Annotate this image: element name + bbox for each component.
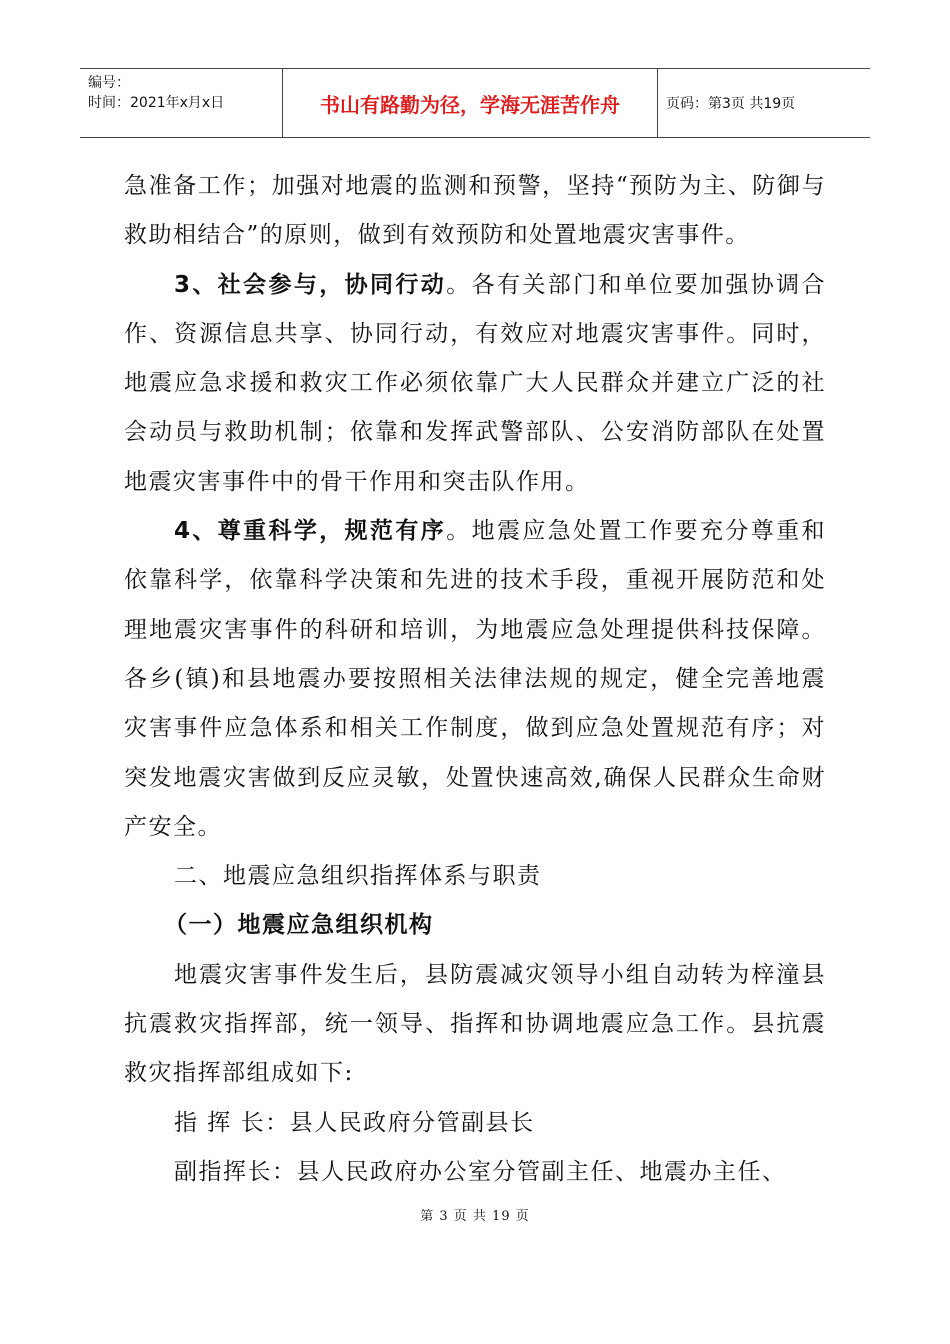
paragraph-lead: 4、尊重科学，规范有序 (174, 518, 447, 545)
number-label: 编号： (88, 75, 130, 91)
commander-line: 指 挥 长：县人民政府分管副县长 (174, 1109, 535, 1136)
vice-commander-line: 副指挥长：县人民政府办公室分管副主任、地震办主任、 (174, 1158, 787, 1185)
paragraph-organization: 地震灾害事件发生后，县防震减灾领导小组自动转为梓潼县抗震救灾指挥部，统一领导、指挥和协调地震应急工作。县抗震救灾指挥部组成如下: (124, 961, 826, 1087)
subsection-heading: （一）地震应急组织机构 (164, 912, 434, 939)
document-body (124, 162, 826, 1197)
section-heading: 二、地震应急组织指挥体系与职责 (174, 863, 542, 890)
paragraph-respect-science (124, 507, 826, 852)
paragraph-social-participation (124, 261, 826, 507)
document-header (80, 68, 870, 138)
paragraph-text: 。各有关部门和单位要加强协调合作、资源信息共享、协同行动，有效应对地震灾害事件。同时，地震应急求援和救灾工作必须依靠广大人民群众并建立广泛的社会动员与救助机制；依靠和发挥武警部队、公安消防部队在处置地震灾害事件中的骨干作用和突击队作用。 (124, 271, 826, 495)
header-meta (80, 69, 282, 137)
paragraph-continued: 急准备工作；加强对地震的监测和预警，坚持“预防为主、防御与救助相结合”的原则，做到有效预防和处置地震灾害事件。 (124, 173, 826, 249)
time-label: 时间：2021年x月x日 (88, 95, 225, 111)
paragraph-text: 。地震应急处置工作要充分尊重和依靠科学，依靠科学决策和先进的技术手段，重视开展防范和处理地震灾害事件的科研和培训，为地震应急处理提供科技保障。各乡(镇)和县地震办要按照相关法律法规的规定，健全完善地震灾害事件应急体系和相关工作制度，做到应急处置规范有序；对突发地震灾害做到反应灵敏，处置快速高效,确保人民群众生命财产安全。 (124, 518, 826, 840)
paragraph-lead: 3、社会参与，协同行动 (174, 271, 447, 298)
page-footer: 第 3 页 共 19 页 (420, 1209, 530, 1224)
header-motto: 书山有路勤为径，学海无涯苦作舟 (282, 69, 658, 137)
header-page-info: 页码：第3页 共19页 (666, 96, 796, 112)
